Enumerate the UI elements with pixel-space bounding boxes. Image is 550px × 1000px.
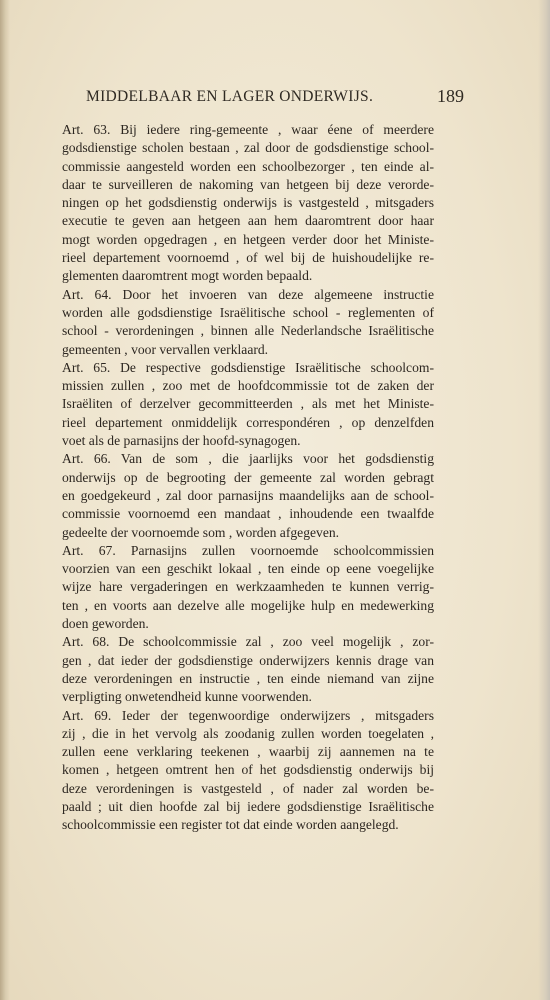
- text-line: commissie voornoemd een mandaat , inhoudende een twaalfde: [62, 506, 434, 522]
- text-line: Art. 64. Door het invoeren van deze algemeene instructie: [62, 286, 434, 302]
- text-line: gemeenten , voor vervallen verklaard.: [62, 341, 269, 357]
- article-paragraph: [62, 542, 434, 633]
- page-header: [86, 84, 464, 110]
- text-line: schoolcommissie een register tot dat einde worden aangelegd.: [62, 817, 399, 833]
- text-line: zullen eene verklaring teekenen , waarbij zij aannemen na te: [62, 744, 434, 760]
- text-line: ten , en voorts aan dezelve alle mogelijke hulp en medewerking: [62, 597, 434, 613]
- text-line: Art. 63. Bij iedere ring-gemeente , waar éene of meerdere: [62, 122, 434, 137]
- body-text: [62, 121, 434, 835]
- spine-shadow: [0, 0, 10, 1000]
- text-line: Israëliten of derzelver gecommitteerden , als met het Ministe-: [62, 396, 434, 412]
- text-line: voet als de parnasijns der hoofd-synagogen.: [62, 433, 301, 449]
- text-line: zij , die in het vervolg als zoodanig zullen worden toegelaten ,: [62, 725, 434, 741]
- text-line: gedeelte der voornoemde som , worden afgegeven.: [62, 524, 340, 540]
- text-line: rieel departement voornoemd , of wel bij de huishoudelijke re-: [62, 250, 434, 266]
- text-line: Art. 69. Ieder der tegenwoordige onderwijzers , mitsgaders: [62, 707, 434, 723]
- text-line: Art. 67. Parnasijns zullen voornoemde schoolcommissien: [62, 542, 434, 558]
- text-line: glementen daaromtrent mogt worden bepaald.: [62, 268, 313, 284]
- text-line: school - verordeningen , binnen alle Nederlandsche Israëlitische: [62, 323, 434, 339]
- text-line: verpligting onwetendheid kunne voorwenden.: [62, 689, 312, 705]
- article-paragraph: [62, 707, 434, 835]
- text-line: rieel departement onmiddelijk correspondéren , op denzelfden: [62, 414, 434, 430]
- text-line: commissie aangesteld worden een schoolbezorger , ten einde al-: [62, 158, 434, 174]
- text-line: voorzien van een geschikt lokaal , ten einde op eene voegelijke: [62, 561, 434, 577]
- article-paragraph: [62, 121, 434, 286]
- running-title: MIDDELBAAR EN LAGER ONDERWIJS.: [86, 88, 374, 105]
- text-line: doen geworden.: [62, 616, 149, 632]
- text-line: deze verordeningen en instructie , ten einde niemand van zijne: [62, 670, 434, 686]
- text-line: mogt worden opgedragen , en hetgeen verder door het Ministe-: [62, 231, 434, 247]
- text-line: executie te geven aan hetgeen aan hem daaromtrent door haar: [62, 213, 434, 229]
- text-line: ningen op het godsdienstig onderwijs is vastgesteld , mitsgaders: [62, 195, 434, 211]
- text-line: godsdienstige scholen bestaan , zal door de godsdienstige school-: [62, 140, 434, 156]
- text-line: gen , dat ieder der godsdienstige onderwijzers kennis drage van: [62, 652, 434, 668]
- article-paragraph: [62, 286, 434, 359]
- text-line: onderwijs op de begrooting der gemeente zal worden gebragt: [62, 469, 434, 485]
- text-line: worden alle godsdienstige Israëlitische school - reglementen of: [62, 304, 434, 320]
- text-line: deze verordeningen is vastgesteld , of nader zal worden be-: [62, 780, 434, 796]
- article-paragraph: [62, 359, 434, 450]
- article-paragraph: [62, 450, 434, 541]
- article-paragraph: [62, 633, 434, 706]
- text-line: wijze hare vergaderingen en werkzaamheden te kunnen verrig-: [62, 579, 434, 595]
- text-line: missien zullen , zoo met de hoofdcommissie tot de zaken der: [62, 378, 434, 394]
- text-line: komen , hetgeen omtrent hen of het godsdienstig onderwijs bij: [62, 762, 434, 778]
- text-line: Art. 66. Van de som , die jaarlijks voor het godsdienstig: [62, 451, 434, 467]
- text-line: en goedgekeurd , zal door parnasijns maandelijks aan de school-: [62, 487, 434, 503]
- text-line: Art. 68. De schoolcommissie zal , zoo veel mogelijk , zor-: [62, 634, 434, 650]
- text-line: daar te surveilleren de nakoming van hetgeen bij deze verorde-: [62, 176, 434, 192]
- page-number: 189: [437, 86, 464, 106]
- text-line: paald ; uit dien hoofde zal bij iedere godsdienstige Israëlitische: [62, 798, 434, 814]
- page-edge: [538, 0, 550, 1000]
- text-line: Art. 65. De respective godsdienstige Israëlitische schoolcom-: [62, 359, 434, 375]
